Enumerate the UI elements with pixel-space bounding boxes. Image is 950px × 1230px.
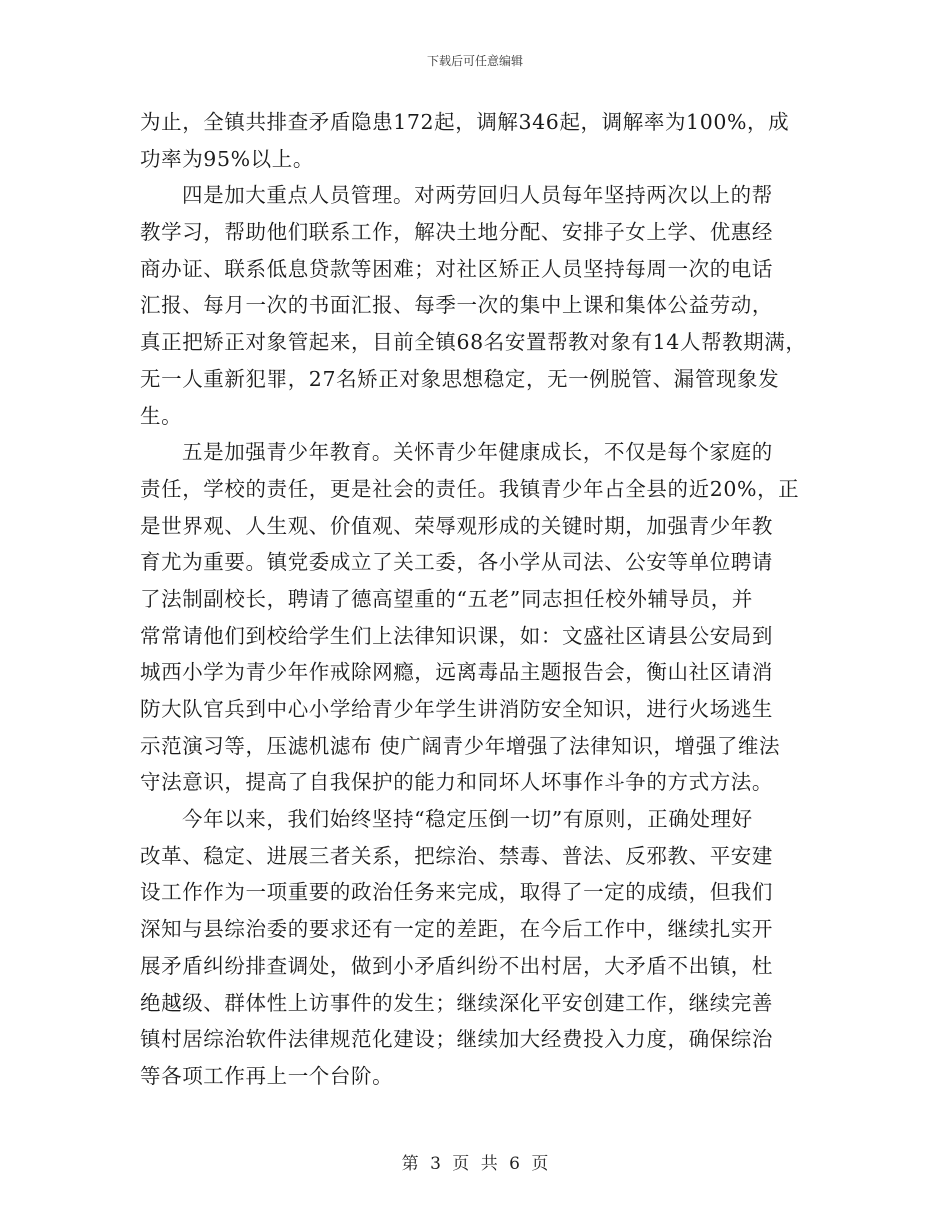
text-line: 常常请他们到校给学生们上法律知识课，如：文盛社区请县公安局到 — [140, 623, 773, 648]
text-line: 绝越级、群体性上访事件的发生；继续深化平安创建工作，继续完善 — [140, 990, 773, 1015]
text-line: 改革、稳定、进展三者关系，把综治、禁毒、普法、反邪教、平安建 — [140, 843, 773, 868]
text-line: 育尤为重要。镇党委成立了关工委，各小学从司法、公安等单位聘请 — [140, 550, 773, 575]
text-line: 真正把矫正对象管起来，目前全镇68名安置帮教对象有14人帮教期满， — [140, 330, 807, 355]
paragraph-first-line: 四是加大重点人员管理。对两劳回归人员每年坚持两次以上的帮 — [182, 183, 773, 208]
text-line: 守法意识，提高了自我保护的能力和同坏人坏事作斗争的方式方法。 — [140, 770, 773, 795]
text-line: 汇报、每月一次的书面汇报、每季一次的集中上课和集体公益劳动， — [140, 293, 773, 318]
text-line: 无一人重新犯罪，27名矫正对象思想稳定，无一例脱管、漏管现象发 — [140, 366, 780, 391]
paragraph-first-line: 五是加强青少年教育。关怀青少年健康成长，不仅是每个家庭的 — [182, 440, 773, 465]
text-line: 功率为95%以上。 — [140, 146, 314, 171]
text-line: 展矛盾纠纷排查调处，做到小矛盾纠纷不出村居，大矛盾不出镇，杜 — [140, 953, 773, 978]
text-line: 生。 — [140, 403, 183, 428]
text-line: 责任，学校的责任，更是社会的责任。我镇青少年占全县的近20%，正 — [140, 476, 800, 501]
text-line: 城西小学为青少年作戒除网瘾，远离毒品主题报告会，衡山社区请消 — [140, 660, 773, 685]
paragraph-first-line: 今年以来，我们始终坚持“稳定压倒一切”有原则，正确处理好 — [182, 807, 753, 832]
page-header: 下载后可任意编辑 — [426, 54, 523, 68]
text-line: 防大队官兵到中心小学给青少年学生讲消防安全知识，进行火场逃生 — [140, 697, 773, 721]
page-number: 第 3 页 共 6 页 — [401, 1154, 549, 1174]
text-line: 了法制副校长，聘请了德高望重的“五老”同志担任校外辅导员，并 — [140, 586, 753, 611]
text-line: 是世界观、人生观、价值观、荣辱观形成的关键时期，加强青少年教 — [140, 513, 773, 538]
text-line: 为止，全镇共排查矛盾隐患172起，调解346起，调解率为100%，成 — [140, 110, 790, 134]
text-line: 教学习，帮助他们联系工作，解决土地分配、安排子女上学、优惠经 — [140, 220, 773, 245]
text-line: 设工作作为一项重要的政治任务来完成，取得了一定的成绩，但我们 — [140, 880, 773, 905]
text-line: 示范演习等，压滤机滤布 使广阔青少年增强了法律知识，增强了维法 — [140, 733, 781, 758]
text-line: 商办证、联系低息贷款等困难；对社区矫正人员坚持每周一次的电话 — [140, 256, 773, 281]
document-body — [140, 104, 820, 1095]
text-line: 深知与县综治委的要求还有一定的差距，在今后工作中，继续扎实开 — [140, 917, 773, 942]
text-line: 镇村居综治软件法律规范化建设；继续加大经费投入力度，确保综治 — [140, 1027, 773, 1052]
text-line: 等各项工作再上一个台阶。 — [140, 1063, 394, 1088]
